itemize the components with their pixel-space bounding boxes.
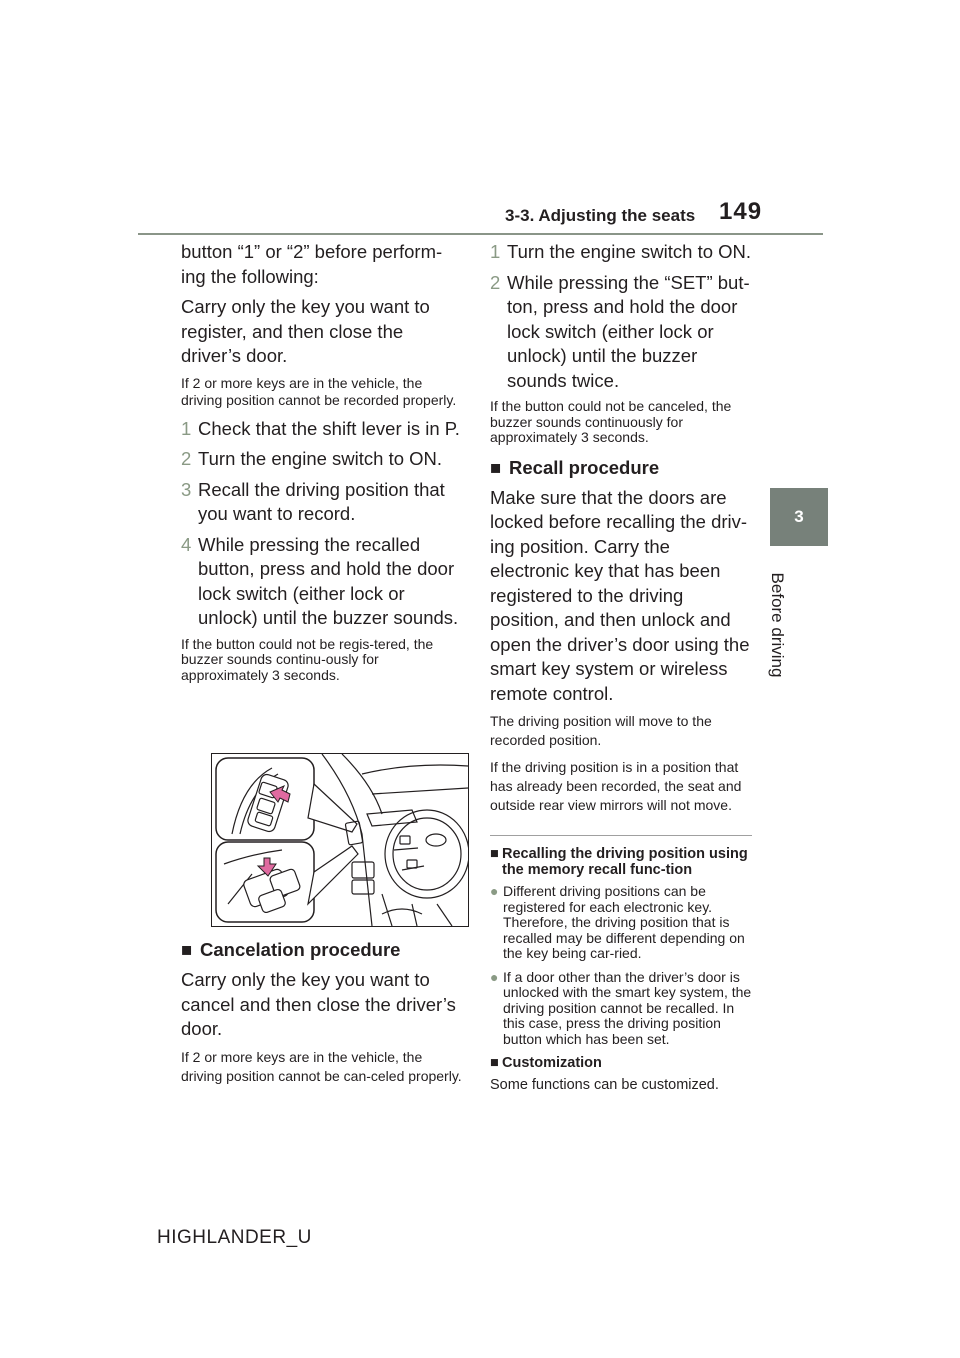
step-number: 2 xyxy=(181,448,192,469)
chapter-tab: 3 xyxy=(770,488,828,546)
step-text: Check that the shift lever is in P. xyxy=(198,417,460,439)
list-item: ● If a door other than the driver’s door is unlocked with the smart key system, the driving position cannot be recalled. In this case, press the driving position button which has been set. xyxy=(490,968,752,1047)
carry-key-text: Carry only the key you want to register, and then close the driver’s door. xyxy=(181,296,430,366)
step-item xyxy=(490,240,752,265)
step-number: 1 xyxy=(181,417,192,439)
step-item xyxy=(181,478,466,527)
illustration-svg xyxy=(212,754,468,926)
right-column xyxy=(490,240,752,1102)
cancel-heading: ■ Cancelation procedure xyxy=(181,939,401,960)
cancel-note: If 2 or more keys are in the vehicle, the driving position cannot be can-celed properly. xyxy=(181,1048,462,1084)
step-item xyxy=(181,447,466,472)
keys-note: If 2 or more keys are in the vehicle, the driving position cannot be recorded properly. xyxy=(181,374,457,408)
recall-heading: ■ Recall procedure xyxy=(490,456,660,478)
step-text: While pressing the recalled button, press and hold the door lock switch (either lock or unlock) until the buzzer sounds. xyxy=(198,533,459,628)
page-number: 149 xyxy=(719,198,763,225)
step-text: Recall the driving position that you want to record. xyxy=(198,478,445,524)
step-number: 3 xyxy=(181,478,192,500)
step-item xyxy=(181,417,466,442)
recall-text: Make sure that the doors are locked before recalling the driv-ing position. Carry the electronic key that has been registered to the driving position, and then unlock and open the driver’s door using the smart key system or wireless remote control. xyxy=(490,486,750,704)
customization-text: Some functions can be customized. xyxy=(490,1077,719,1093)
recall-note: The driving position will move to the recorded position. xyxy=(490,713,712,748)
memory-recall-heading: ■ Recalling the driving position using the memory recall func-tion xyxy=(490,846,748,878)
step-text: Turn the engine switch to ON. xyxy=(507,241,752,262)
intro-text: button “1” or “2” before perform-ing the following: xyxy=(181,241,443,287)
list-item: ● Different driving positions can be registered for each electronic key. Therefore, the driving position that is recalled may be different depending on the key being car-ried. xyxy=(490,883,745,961)
step-number: 2 xyxy=(490,271,501,293)
step-number: 1 xyxy=(490,241,501,262)
section-title: 3-3. Adjusting the seats xyxy=(505,206,696,225)
register-fail-note: If the button could not be regis-tered, the buzzer sounds continu-ously for approximately 3 seconds. xyxy=(181,635,434,683)
cancel-section xyxy=(181,928,466,1094)
header-divider xyxy=(138,233,823,235)
chapter-tab-label: Before driving xyxy=(768,572,787,678)
recall-note: If the driving position is in a position that has already been recorded, the seat and outside rear view mirrors will not move. xyxy=(490,759,742,813)
step-text: Turn the engine switch to ON. xyxy=(198,448,443,469)
footer-model: HIGHLANDER_U xyxy=(157,1227,312,1248)
step-text: While pressing the “SET” but-ton, press and hold the door lock switch (either lock or unlock) until the buzzer sounds twice. xyxy=(507,271,750,391)
cancel-text: Carry only the key you want to cancel and then close the driver’s door. xyxy=(181,969,456,1039)
notes-divider xyxy=(490,835,752,836)
step-item xyxy=(490,271,752,394)
customization-heading: ■ Customization xyxy=(490,1055,602,1071)
cancel-fail-note: If the button could not be canceled, the buzzer sounds continuously for approximately 3 seconds. xyxy=(490,398,732,445)
step-item xyxy=(181,533,466,631)
left-column xyxy=(181,240,466,691)
step-number: 4 xyxy=(181,533,192,555)
door-switch-illustration xyxy=(211,753,469,927)
